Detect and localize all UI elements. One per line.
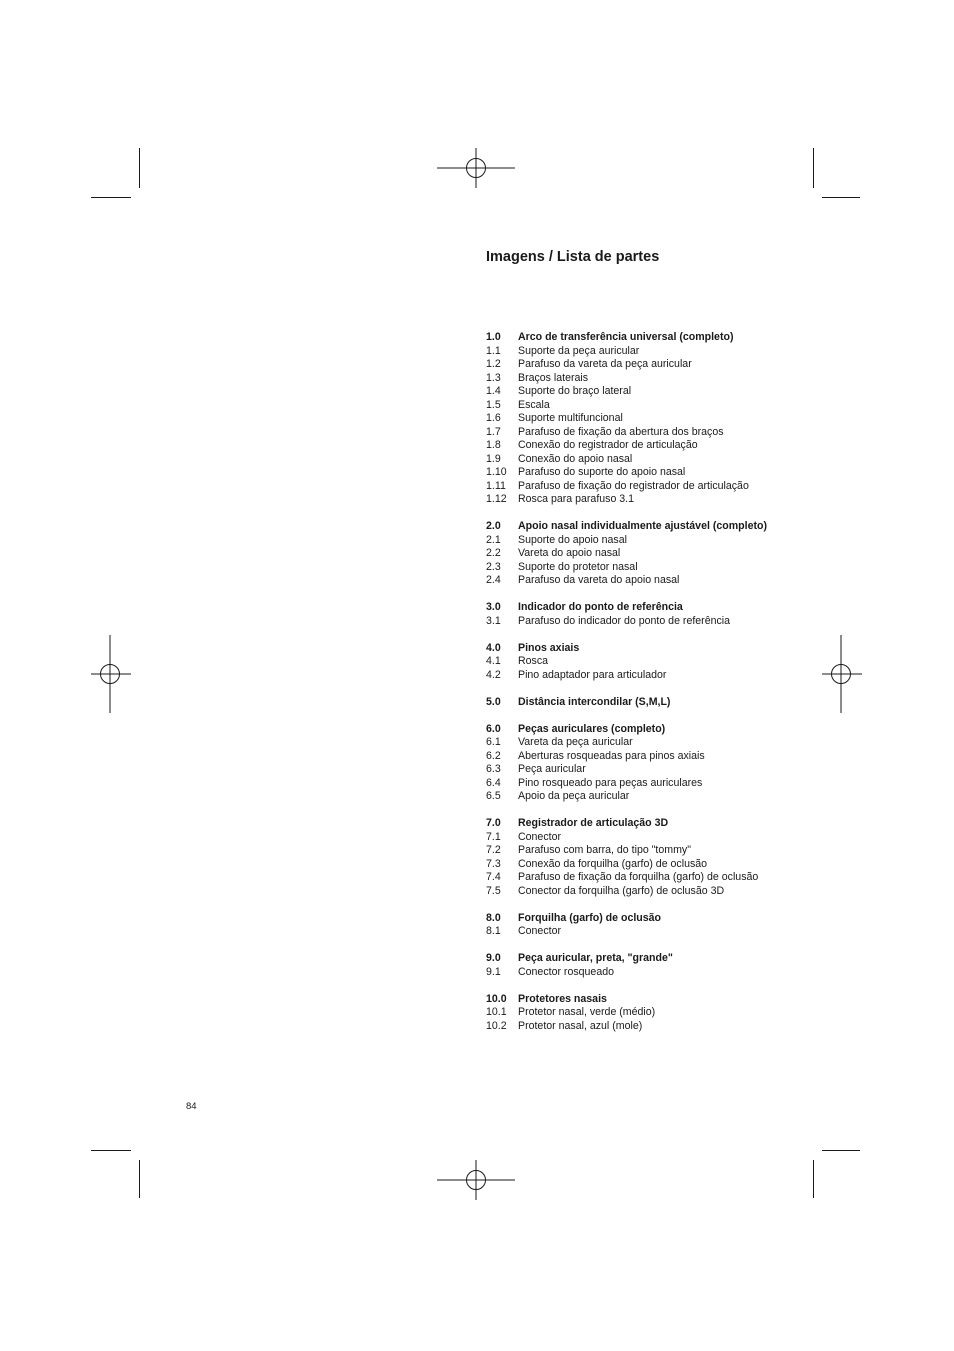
section-number: 1.0 xyxy=(486,331,501,343)
item-number: 7.3 xyxy=(486,857,501,870)
section-number: 3.0 xyxy=(486,601,501,613)
parts-section xyxy=(486,912,816,939)
list-item xyxy=(486,831,816,845)
item-number: 2.2 xyxy=(486,547,501,559)
item-number: 8.1 xyxy=(486,925,501,937)
item-label: Conector xyxy=(518,925,561,937)
item-number: 7.1 xyxy=(486,830,501,843)
list-item xyxy=(486,358,816,372)
section-heading xyxy=(486,817,816,831)
item-number: 3.1 xyxy=(486,614,501,627)
item-number: 1.10 xyxy=(486,466,507,478)
item-label: Apoio da peça auricular xyxy=(518,790,630,802)
list-item xyxy=(486,412,816,426)
item-label: Parafuso do indicador do ponto de referência xyxy=(518,614,731,627)
item-label: Suporte do apoio nasal xyxy=(518,533,627,546)
section-number: 5.0 xyxy=(486,695,501,708)
section-heading xyxy=(486,642,816,656)
item-number: 1.8 xyxy=(486,439,501,451)
list-item xyxy=(486,1006,816,1020)
item-label: Parafuso com barra, do tipo "tommy" xyxy=(518,844,691,856)
parts-section xyxy=(486,601,816,628)
section-heading xyxy=(486,993,816,1007)
section-heading xyxy=(486,723,816,737)
item-number: 1.7 xyxy=(486,425,501,438)
item-label: Peça auricular xyxy=(518,763,586,775)
list-item xyxy=(486,669,816,683)
item-label: Suporte multifuncional xyxy=(518,412,623,424)
section-label: Registrador de articulação 3D xyxy=(518,817,669,829)
item-number: 7.5 xyxy=(486,884,501,897)
section-heading xyxy=(486,601,816,615)
list-item xyxy=(486,871,816,885)
list-item xyxy=(486,750,816,764)
list-item xyxy=(486,655,816,669)
list-item xyxy=(486,736,816,750)
list-item xyxy=(486,399,816,413)
item-number: 2.3 xyxy=(486,560,501,573)
section-heading xyxy=(486,912,816,926)
item-label: Suporte da peça auricular xyxy=(518,344,640,357)
item-number: 9.1 xyxy=(486,965,501,978)
item-number: 1.11 xyxy=(486,479,506,492)
list-item xyxy=(486,615,816,629)
list-item xyxy=(486,925,816,939)
section-label: Pinos axiais xyxy=(518,641,580,654)
parts-section xyxy=(486,331,816,507)
section-label: Forquilha (garfo) de oclusão xyxy=(518,911,662,924)
list-item xyxy=(486,426,816,440)
item-label: Rosca para parafuso 3.1 xyxy=(518,493,635,505)
item-number: 6.5 xyxy=(486,790,501,802)
crop-mark xyxy=(91,197,131,198)
section-heading xyxy=(486,520,816,534)
section-label: Distância intercondilar (S,M,L) xyxy=(518,695,671,708)
item-number: 6.2 xyxy=(486,749,501,762)
item-label: Protetor nasal, verde (médio) xyxy=(518,1006,656,1018)
section-number: 4.0 xyxy=(486,641,501,654)
item-label: Vareta do apoio nasal xyxy=(518,547,621,559)
list-item xyxy=(486,345,816,359)
section-number: 6.0 xyxy=(486,722,501,735)
item-number: 2.1 xyxy=(486,533,501,546)
item-label: Parafuso do suporte do apoio nasal xyxy=(518,466,686,478)
item-label: Parafuso da vareta do apoio nasal xyxy=(518,574,680,586)
list-item xyxy=(486,466,816,480)
item-label: Conector da forquilha (garfo) de oclusão 3D xyxy=(518,884,725,897)
list-item xyxy=(486,790,816,804)
list-item xyxy=(486,453,816,467)
registration-mark xyxy=(437,1160,515,1200)
item-label: Parafuso de fixação do registrador de articulação xyxy=(518,479,749,492)
list-item xyxy=(486,777,816,791)
item-number: 1.12 xyxy=(486,493,507,505)
item-label: Suporte do braço lateral xyxy=(518,385,632,397)
item-label: Rosca xyxy=(518,655,549,667)
item-number: 1.9 xyxy=(486,452,501,465)
item-label: Conector rosqueado xyxy=(518,965,614,978)
item-number: 4.2 xyxy=(486,668,501,681)
section-label: Peça auricular, preta, "grande" xyxy=(518,952,673,964)
item-label: Parafuso de fixação da forquilha (garfo) de oclusão xyxy=(518,871,759,883)
crop-mark xyxy=(813,1160,814,1198)
item-number: 4.1 xyxy=(486,655,501,667)
registration-mark xyxy=(91,635,131,713)
list-item xyxy=(486,858,816,872)
list-item xyxy=(486,372,816,386)
section-number: 7.0 xyxy=(486,817,501,829)
registration-mark xyxy=(822,635,862,713)
item-label: Pino adaptador para articulador xyxy=(518,668,667,681)
item-label: Pino rosqueado para peças auriculares xyxy=(518,776,703,789)
list-item xyxy=(486,763,816,777)
parts-section xyxy=(486,520,816,588)
section-label: Arco de transferência universal (completo) xyxy=(518,331,734,343)
item-label: Parafuso de fixação da abertura dos braços xyxy=(518,425,724,438)
list-item xyxy=(486,885,816,899)
section-label: Protetores nasais xyxy=(518,992,607,1005)
section-label: Apoio nasal individualmente ajustável (completo) xyxy=(518,520,767,532)
item-number: 10.1 xyxy=(486,1006,507,1018)
crop-mark xyxy=(813,148,814,188)
crop-mark xyxy=(139,1160,140,1198)
list-item xyxy=(486,1020,816,1034)
crop-mark xyxy=(822,197,860,198)
registration-mark xyxy=(437,148,515,188)
item-label: Vareta da peça auricular xyxy=(518,736,633,748)
crop-mark xyxy=(822,1150,860,1151)
parts-section xyxy=(486,817,816,898)
list-item xyxy=(486,844,816,858)
item-number: 1.4 xyxy=(486,385,501,397)
item-label: Escala xyxy=(518,398,550,411)
parts-list xyxy=(486,331,816,1033)
item-number: 6.3 xyxy=(486,763,501,775)
list-item xyxy=(486,966,816,980)
item-number: 10.2 xyxy=(486,1019,507,1032)
section-number: 8.0 xyxy=(486,911,501,924)
section-heading xyxy=(486,952,816,966)
item-label: Braços laterais xyxy=(518,371,589,384)
item-label: Conexão da forquilha (garfo) de oclusão xyxy=(518,857,708,870)
parts-section xyxy=(486,642,816,683)
item-label: Parafuso da vareta da peça auricular xyxy=(518,358,692,370)
item-label: Conexão do registrador de articulação xyxy=(518,439,698,451)
item-label: Conexão do apoio nasal xyxy=(518,452,633,465)
item-label: Suporte do protetor nasal xyxy=(518,560,638,573)
section-number: 2.0 xyxy=(486,520,501,532)
list-item xyxy=(486,385,816,399)
item-number: 1.3 xyxy=(486,371,501,384)
page-title: Imagens / Lista de partes xyxy=(486,249,660,265)
section-heading xyxy=(486,331,816,345)
item-number: 2.4 xyxy=(486,574,501,586)
item-number: 1.6 xyxy=(486,412,501,424)
item-number: 7.2 xyxy=(486,844,501,856)
item-number: 1.5 xyxy=(486,398,501,411)
item-number: 6.1 xyxy=(486,736,501,748)
list-item xyxy=(486,561,816,575)
item-number: 6.4 xyxy=(486,776,501,789)
item-label: Conector xyxy=(518,830,561,843)
page-number: 84 xyxy=(186,1101,197,1112)
parts-section xyxy=(486,696,816,710)
section-number: 9.0 xyxy=(486,952,501,964)
list-item xyxy=(486,493,816,507)
parts-section xyxy=(486,723,816,804)
section-label: Peças auriculares (completo) xyxy=(518,722,666,735)
section-label: Indicador do ponto de referência xyxy=(518,601,683,613)
list-item xyxy=(486,534,816,548)
crop-mark xyxy=(139,148,140,188)
item-number: 7.4 xyxy=(486,871,501,883)
section-number: 10.0 xyxy=(486,992,507,1005)
item-label: Protetor nasal, azul (mole) xyxy=(518,1019,643,1032)
list-item xyxy=(486,439,816,453)
item-label: Aberturas rosqueadas para pinos axiais xyxy=(518,749,705,762)
list-item xyxy=(486,480,816,494)
crop-mark xyxy=(91,1150,131,1151)
list-item xyxy=(486,574,816,588)
section-heading xyxy=(486,696,816,710)
item-number: 1.1 xyxy=(486,344,501,357)
item-number: 1.2 xyxy=(486,358,501,370)
list-item xyxy=(486,547,816,561)
parts-section xyxy=(486,993,816,1034)
parts-section xyxy=(486,952,816,979)
